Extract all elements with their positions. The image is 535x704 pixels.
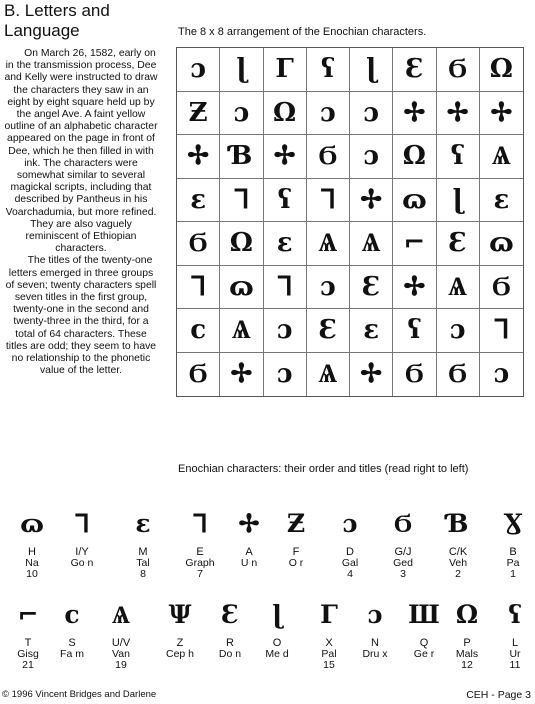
letter-title: Mals	[455, 648, 479, 660]
letter-number: 19	[115, 659, 127, 671]
letter-roman: P	[463, 637, 471, 649]
grid-cell: Ω	[264, 92, 307, 136]
body-paragraph-2: The titles of the twenty-one letters emerged in three groups of seven; twenty characters spell seven titles in the first group, twenty-one in the second and twenty-three in the third, for a total of 64 characters. These titles are odd; they seem to have no relationship to the phonetic value of the letter.	[5, 255, 157, 377]
enochian-letter	[495, 598, 535, 671]
grid-cell: ʕ	[264, 179, 307, 223]
grid-cell: Ω	[393, 135, 436, 179]
enochian-letter	[12, 507, 52, 580]
grid-cell: Γ	[264, 48, 307, 92]
grid-cell: ʕ	[437, 135, 480, 179]
grid-cell: Ϭ	[393, 353, 436, 397]
letter-roman: H	[28, 546, 36, 558]
letter-number: 11	[509, 659, 521, 671]
grid-cell: ✢	[350, 179, 393, 223]
enochian-letter	[257, 598, 297, 660]
enochian-letter	[160, 598, 200, 660]
grid-cell: ɛ	[480, 179, 523, 223]
grid-cell: Ω	[220, 222, 263, 266]
letter-glyph: Ɛ	[220, 600, 240, 629]
grid-cell: ɔ	[220, 92, 263, 136]
letter-glyph: Γ	[320, 600, 338, 629]
letter-roman: L	[511, 637, 519, 649]
enochian-letter	[438, 507, 478, 580]
letter-glyph: ɔ	[367, 600, 383, 629]
grid-cell: Ƶ	[177, 92, 220, 136]
letter-glyph: Ɣ	[503, 509, 523, 538]
letter-glyph: ᒣ	[192, 509, 208, 538]
grid-cell: ɔ	[264, 309, 307, 353]
letter-roman: S	[68, 637, 76, 649]
grid-cell: Ɓ	[220, 135, 263, 179]
grid-cell: ✢	[264, 135, 307, 179]
order-caption: Enochian characters: their order and titles (read right to left)	[178, 463, 469, 475]
letter-number: 2	[455, 568, 461, 580]
grid-cell: ᒣ	[177, 266, 220, 310]
letter-title: Tal	[136, 557, 150, 569]
letter-glyph: ✢	[238, 509, 260, 538]
letter-number: 8	[140, 568, 146, 580]
grid-cell: ɔ	[264, 353, 307, 397]
grid-cell: Ɛ	[393, 48, 436, 92]
letter-glyph: ɭ	[272, 600, 282, 629]
letter-roman: C/K	[448, 546, 468, 558]
letter-number: 4	[347, 568, 353, 580]
letter-glyph: ⌐	[17, 600, 39, 629]
grid-cell: Ϭ	[177, 353, 220, 397]
letter-roman: R	[226, 637, 234, 649]
grid-cell: Ϭ	[437, 353, 480, 397]
grid-cell: ɔ	[350, 135, 393, 179]
letter-title: Dru x	[362, 648, 388, 660]
enochian-letter	[355, 598, 395, 660]
letter-glyph: ɛ	[135, 509, 151, 538]
enochian-letter	[383, 507, 423, 580]
grid-cell: ϲ	[177, 309, 220, 353]
letter-title: Fa m	[60, 648, 84, 660]
grid-cell: ɷ	[220, 266, 263, 310]
footer-page-number: CEH - Page 3	[466, 689, 531, 701]
grid-cell: Ѧ	[480, 135, 523, 179]
grid-cell: ɔ	[350, 92, 393, 136]
enochian-letter	[101, 598, 141, 671]
letter-number: 7	[197, 568, 203, 580]
letter-title: Graph	[185, 557, 215, 569]
grid-cell: ʕ	[307, 48, 350, 92]
letter-roman: T	[24, 637, 32, 649]
grid-cell: Ϭ	[437, 48, 480, 92]
enochian-letter	[404, 598, 444, 660]
letter-roman: N	[371, 637, 379, 649]
letter-title: Van	[112, 648, 130, 660]
letter-title: U n	[240, 557, 258, 569]
letter-roman: O	[272, 637, 282, 649]
grid-cell: ᒣ	[307, 179, 350, 223]
grid-cell: ᒣ	[264, 266, 307, 310]
letter-roman: A	[245, 546, 253, 558]
grid-cell: ᒣ	[220, 179, 263, 223]
enochian-grid	[176, 47, 524, 397]
letter-title: Veh	[448, 557, 468, 569]
grid-cell: ɔ	[307, 266, 350, 310]
letter-number: 1	[510, 568, 516, 580]
grid-cell: Ѧ	[350, 222, 393, 266]
letter-title: Ged	[393, 557, 413, 569]
letter-roman: Q	[419, 637, 429, 649]
letter-title: Ge r	[413, 648, 435, 660]
body-paragraph-1: On March 26, 1582, early on in the transmission process, Dee and Kelly were instructed to draw the characters they saw in an eight by eight square held up by the angel Ave. A faint yellow outline of an alphabetic character appeared on the page in front of Dee, which he then filled in with ink. The characters were somewhat similar to several magickal scripts, including that described by Pantheus in his Voarchadumia, but more refined. They are also vaguely reminiscent of Ethiopian characters.	[4, 48, 158, 255]
enochian-letter	[276, 507, 316, 569]
enochian-letter	[52, 598, 92, 660]
grid-cell: Ѧ	[307, 353, 350, 397]
letter-roman: I/Y	[75, 546, 89, 558]
grid-cell: Ɛ	[437, 222, 480, 266]
grid-cell: ɔ	[493, 359, 510, 390]
letter-glyph: ɔ	[342, 509, 358, 538]
letter-glyph: ϲ	[64, 600, 80, 629]
grid-cell: ✢	[393, 266, 436, 310]
letter-roman: D	[346, 546, 354, 558]
letter-roman: E	[196, 546, 204, 558]
letter-title: Pa	[506, 557, 520, 569]
grid-cell: Ϭ	[307, 135, 350, 179]
grid-cell: ɷ	[393, 179, 436, 223]
grid-cell: ✢	[480, 92, 523, 136]
letter-title: O r	[288, 557, 304, 569]
grid-cell: ɭ	[220, 48, 263, 92]
grid-cell: ɔ	[437, 309, 480, 353]
grid-cell: ✢	[437, 92, 480, 136]
enochian-letter	[8, 598, 48, 671]
letter-glyph: Ѧ	[111, 600, 131, 629]
grid-cell: ɔ	[307, 92, 350, 136]
grid-cell: Ϭ	[480, 266, 523, 310]
letter-glyph: Ω	[455, 600, 479, 629]
grid-cell: Ω	[480, 48, 523, 92]
letter-number: 10	[26, 568, 38, 580]
letter-roman: M	[138, 546, 148, 558]
body-text	[4, 48, 158, 377]
enochian-letter	[493, 507, 533, 580]
letter-title: Go n	[70, 557, 94, 569]
letter-number: 12	[461, 659, 473, 671]
letter-roman: U/V	[111, 637, 131, 649]
letter-title: Ur	[509, 648, 521, 660]
letter-glyph: Ɓ	[447, 509, 469, 538]
letter-roman: B	[509, 546, 517, 558]
enochian-letter	[123, 507, 163, 580]
letter-glyph: Ш	[408, 600, 440, 629]
grid-cell: Ϭ	[177, 222, 220, 266]
grid-cell: ɛ	[264, 222, 307, 266]
grid-cell: ɛ	[350, 309, 393, 353]
enochian-letter	[210, 598, 250, 660]
letter-title: Na	[25, 557, 39, 569]
letter-roman: G/J	[394, 546, 412, 558]
grid-caption: The 8 x 8 arrangement of the Enochian characters.	[178, 26, 427, 38]
grid-cell: ɛ	[177, 179, 220, 223]
grid-cell: Ѧ	[437, 266, 480, 310]
grid-cell: ✢	[220, 353, 263, 397]
letter-glyph: Ϭ	[393, 509, 413, 538]
letter-glyph: ɷ	[20, 509, 44, 538]
grid-cell: ʕ	[393, 309, 436, 353]
grid-cell: Ѧ	[307, 222, 350, 266]
letter-roman: Z	[176, 637, 184, 649]
letter-title: Do n	[218, 648, 242, 660]
grid-cell: ɷ	[480, 222, 523, 266]
letter-title: Gisg	[17, 648, 39, 660]
letter-number: 15	[323, 659, 335, 671]
grid-cell: Ɛ	[350, 266, 393, 310]
grid-cell: Ɛ	[307, 309, 350, 353]
section-title: B. Letters and Language	[4, 1, 110, 40]
grid-cell: ⌐	[393, 222, 436, 266]
letter-glyph: ᒣ	[74, 509, 90, 538]
enochian-letter	[309, 598, 349, 671]
letter-glyph: Ψ	[168, 600, 192, 629]
letter-roman: F	[292, 546, 300, 558]
grid-cell: ✢	[393, 92, 436, 136]
grid-cell: ✢	[350, 353, 393, 397]
enochian-letter	[229, 507, 269, 569]
grid-cell: ɭ	[350, 48, 393, 92]
footer-copyright: © 1996 Vincent Bridges and Darlene	[2, 689, 157, 700]
grid-cell: ᒣ	[480, 309, 523, 353]
grid-cell: ɔ	[177, 48, 220, 92]
grid-cell: ɭ	[437, 179, 480, 223]
letter-glyph: Ƶ	[286, 509, 306, 538]
letter-title: Pal	[321, 648, 337, 660]
grid-cell: Ѧ	[220, 309, 263, 353]
letter-roman: X	[325, 637, 333, 649]
enochian-letter	[62, 507, 102, 569]
enochian-letter	[330, 507, 370, 580]
letter-title: Me d	[265, 648, 289, 660]
letter-number: 3	[400, 568, 406, 580]
letter-glyph: ʕ	[508, 600, 522, 629]
letter-title: Cep h	[165, 648, 195, 660]
letter-title: Gal	[341, 557, 359, 569]
enochian-letter	[180, 507, 220, 580]
letter-number: 21	[22, 659, 34, 671]
enochian-letter	[447, 598, 487, 671]
grid-cell: ✢	[177, 135, 220, 179]
